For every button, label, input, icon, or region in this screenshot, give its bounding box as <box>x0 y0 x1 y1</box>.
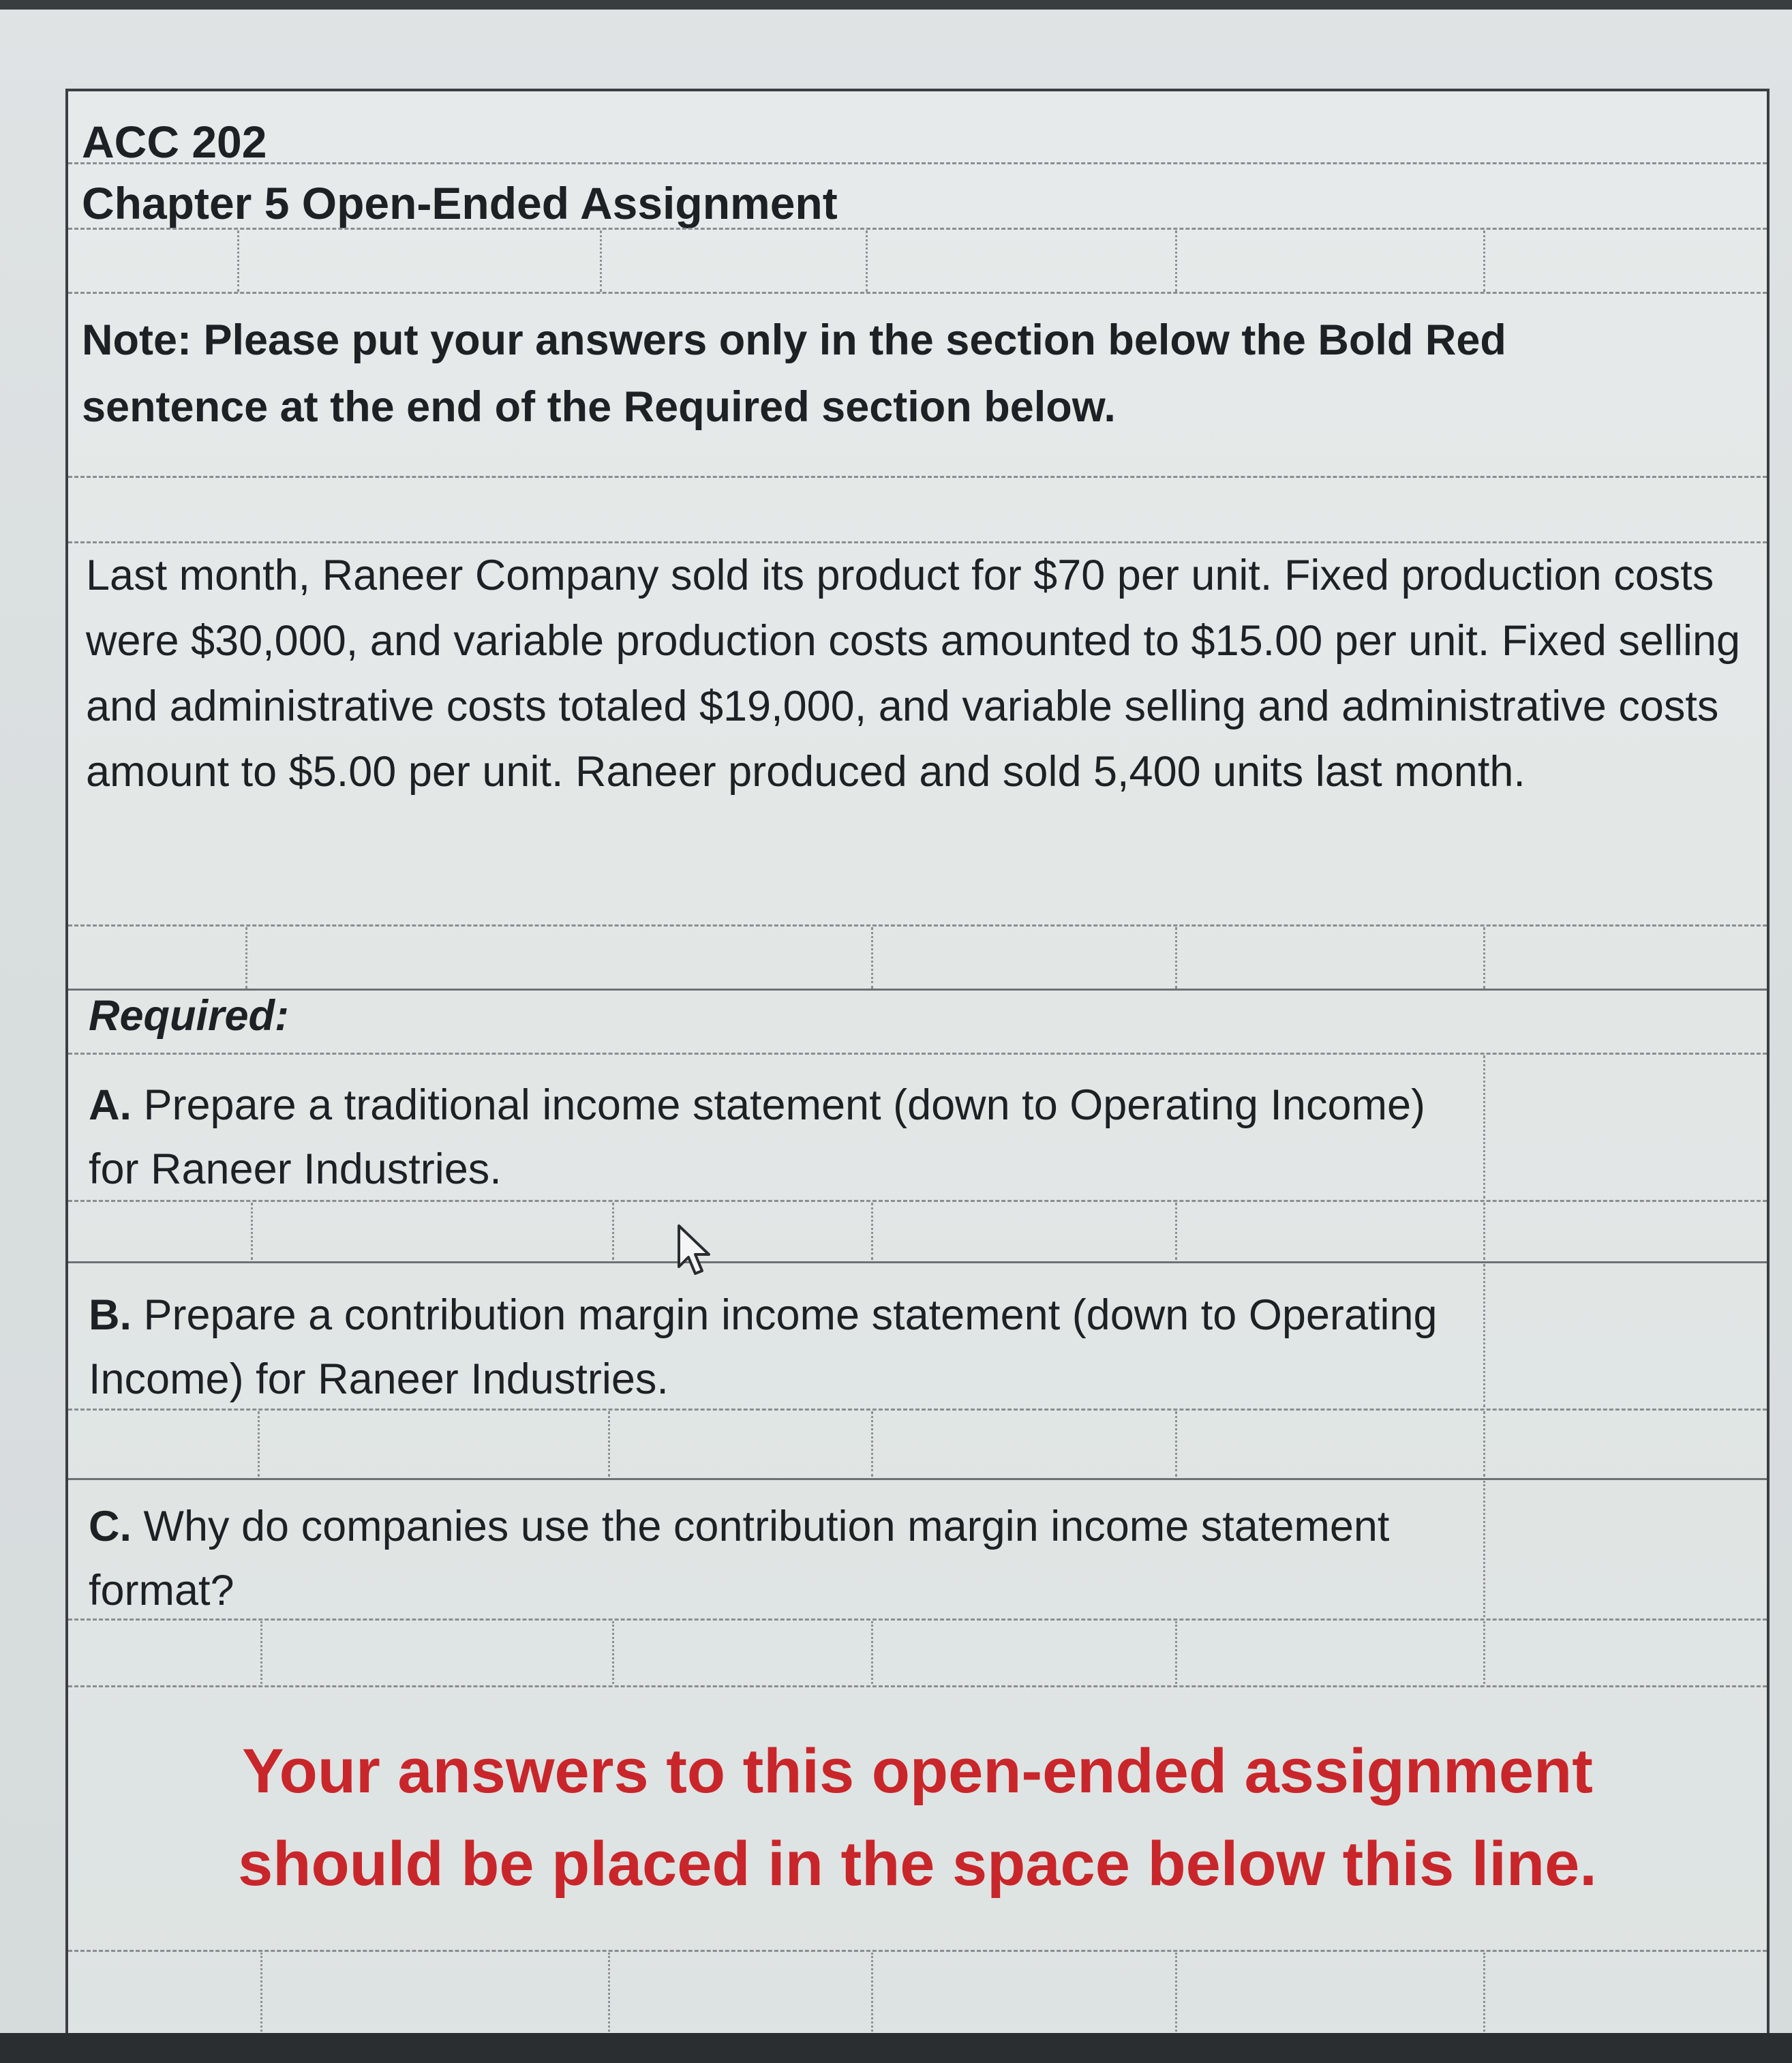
column-divider <box>258 1411 260 1477</box>
column-divider <box>1483 1055 1485 1199</box>
column-divider <box>1483 230 1485 292</box>
item-letter: C. <box>89 1503 132 1550</box>
column-divider <box>237 230 239 292</box>
answer-instruction-line-2: should be placed in the space below this line. <box>238 1829 1597 1899</box>
item-text: Prepare a contribution margin income statement (down to Operating Income) for Raneer Industries. <box>89 1291 1438 1403</box>
row-divider <box>68 1618 1767 1621</box>
instructions-note: Note: Please put your answers only in the section below the Bold Red sentence at the end of the Required section below. <box>82 316 1506 431</box>
column-divider <box>1483 1411 1485 1477</box>
column-divider <box>866 230 868 292</box>
column-divider <box>1483 927 1485 989</box>
column-divider <box>1175 927 1177 989</box>
item-letter: B. <box>89 1291 132 1339</box>
row-divider <box>68 228 1767 230</box>
column-divider <box>1483 1953 1485 2036</box>
row-divider <box>68 989 1767 991</box>
row-divider <box>68 1409 1767 1411</box>
screen-bottom-edge <box>0 2033 1792 2063</box>
column-divider <box>1483 1264 1485 1407</box>
answer-instruction <box>68 1725 1767 1910</box>
column-divider <box>871 927 873 989</box>
column-divider <box>1483 1481 1485 1617</box>
screen-top-edge <box>0 0 1792 10</box>
answer-instruction-line-1: Your answers to this open-ended assignment <box>242 1736 1593 1806</box>
column-divider <box>1175 1953 1177 2036</box>
column-divider <box>1483 1203 1485 1260</box>
column-divider <box>1175 1621 1177 1684</box>
row-divider <box>68 1685 1767 1687</box>
answer-divider-line <box>68 1950 1767 1952</box>
column-divider <box>612 1203 614 1260</box>
column-divider <box>260 1953 262 2036</box>
required-item-c <box>89 1494 1452 1623</box>
row-divider <box>68 1261 1767 1263</box>
row-divider <box>68 476 1767 478</box>
item-text: Prepare a traditional income statement (down to Operating Income) for Raneer Industries. <box>89 1081 1425 1193</box>
item-letter: A. <box>89 1081 132 1129</box>
column-divider <box>600 230 602 292</box>
column-divider <box>1175 230 1177 292</box>
column-divider <box>245 927 247 989</box>
column-divider <box>612 1621 614 1684</box>
course-code: ACC 202 <box>82 117 267 167</box>
column-divider <box>1483 1621 1485 1684</box>
assignment-title: Chapter 5 Open-Ended Assignment <box>82 178 838 228</box>
spreadsheet-sheet <box>65 89 1770 2033</box>
column-divider <box>871 1621 873 1684</box>
problem-statement: Last month, Raneer Company sold its product for $70 per unit. Fixed production costs were $30,000, and variable production costs amounted to $15.00 per unit. Fixed selling and administrative costs totaled $19,000, and variable selling and administrative costs amount to $5.00 per unit. Raneer produced and sold 5,400 units last month. <box>86 552 1741 796</box>
mouse-pointer-icon <box>675 1223 716 1278</box>
column-divider <box>608 1411 610 1477</box>
required-item-b <box>89 1283 1452 1411</box>
row-divider <box>68 1053 1767 1055</box>
row-divider <box>68 292 1767 294</box>
column-divider <box>608 1953 610 2036</box>
row-divider <box>68 1478 1767 1480</box>
item-text: Why do companies use the contribution margin income statement format? <box>89 1503 1390 1614</box>
column-divider <box>871 1953 873 2036</box>
column-divider <box>1175 1203 1177 1260</box>
required-item-a <box>89 1073 1452 1201</box>
required-heading: Required: <box>89 992 290 1040</box>
row-divider <box>68 162 1767 164</box>
row-divider <box>68 924 1767 927</box>
column-divider <box>871 1411 873 1477</box>
column-divider <box>871 1203 873 1260</box>
column-divider <box>260 1621 262 1684</box>
column-divider <box>251 1203 253 1260</box>
column-divider <box>1175 1411 1177 1477</box>
row-divider <box>68 1200 1767 1202</box>
